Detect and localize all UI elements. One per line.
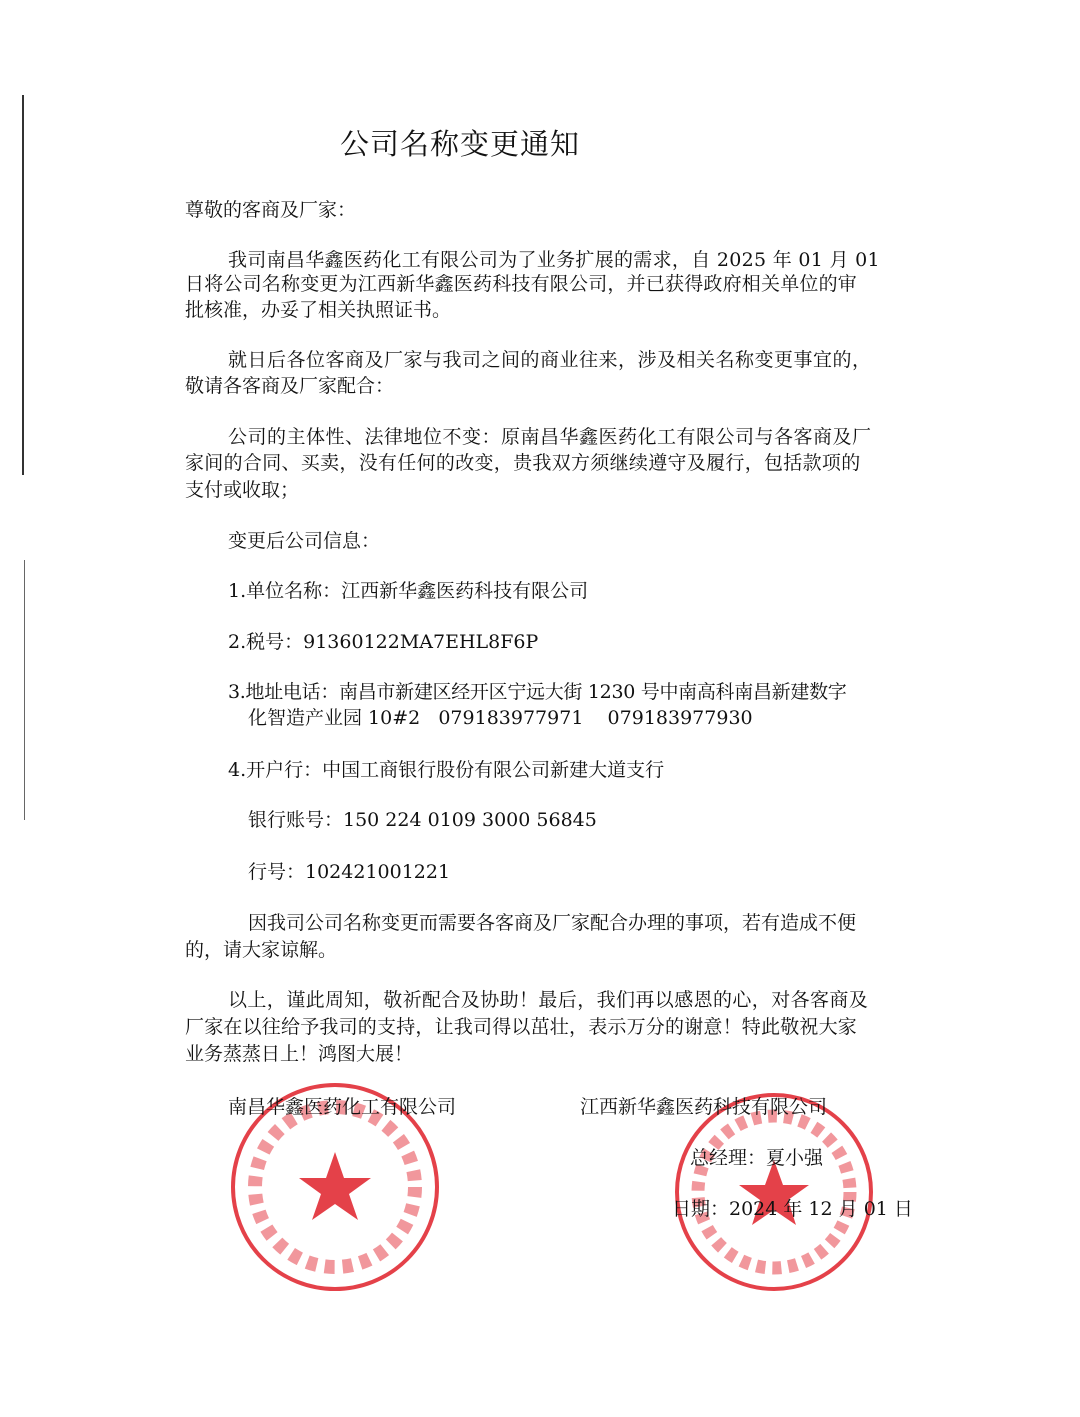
info-bank-account: 银行账号：150 224 0109 3000 56845: [248, 809, 597, 831]
paragraph-4-line: 因我司公司名称变更而需要各客商及厂家配合办理的事项，若有造成不便: [248, 912, 857, 934]
paragraph-4-line: 的，请大家谅解。: [185, 939, 338, 961]
scan-edge: [24, 560, 25, 820]
paragraph-3-line: 支付或收取；: [185, 479, 300, 501]
paragraph-5-line: 业务蒸蒸日上！鸿图大展！: [185, 1043, 414, 1065]
paragraph-2-line: 就日后各位客商及厂家与我司之间的商业往来，涉及相关名称变更事宜的，: [228, 349, 872, 371]
general-manager: 总经理：夏小强: [690, 1147, 824, 1169]
info-bank-code: 行号：102421001221: [248, 861, 451, 883]
info-bank: 4.开户行：中国工商银行股份有限公司新建大道支行: [228, 759, 665, 781]
signature-date: 日期：2024 年 12 月 01 日: [672, 1198, 913, 1220]
new-company-signature: 江西新华鑫医药科技有限公司: [580, 1096, 828, 1118]
paragraph-1-line: 我司南昌华鑫医药化工有限公司为了业务扩展的需求，自 2025 年 01 月 01: [228, 249, 880, 271]
scan-edge: [22, 95, 24, 475]
paragraph-1-line: 批核准，办妥了相关执照证书。: [185, 299, 452, 321]
info-company-name: 1.单位名称：江西新华鑫医药科技有限公司: [228, 580, 589, 602]
info-tax-number: 2.税号：91360122MA7EHL8F6P: [228, 631, 539, 653]
paragraph-5-line: 以上，谨此周知，敬祈配合及协助！最后，我们再以感恩的心，对各客商及: [228, 989, 869, 1011]
document-title: 公司名称变更通知: [340, 127, 581, 161]
paragraph-3-line: 公司的主体性、法律地位不变：原南昌华鑫医药化工有限公司与各客商及厂: [228, 426, 872, 448]
info-address-line: 化智造产业园 10#2 079183977971 079183977930: [248, 707, 753, 729]
company-seal-right: [672, 1090, 876, 1294]
paragraph-5-line: 厂家在以往给予我司的支持，让我司得以茁壮，表示万分的谢意！特此敬祝大家: [185, 1016, 858, 1038]
info-address-line: 3.地址电话：南昌市新建区经开区宁远大街 1230 号中南高科南昌新建数字: [228, 681, 847, 703]
paragraph-2-line: 敬请各客商及厂家配合：: [185, 375, 395, 397]
info-heading: 变更后公司信息：: [228, 530, 381, 552]
paragraph-3-line: 家间的合同、买卖，没有任何的改变，贵我双方须继续遵守及履行，包括款项的: [185, 452, 861, 474]
old-company-signature: 南昌华鑫医药化工有限公司: [228, 1096, 457, 1118]
paragraph-1-line: 日将公司名称变更为江西新华鑫医药科技有限公司，并已获得政府相关单位的审: [185, 273, 858, 295]
salutation: 尊敬的客商及厂家：: [185, 199, 357, 221]
